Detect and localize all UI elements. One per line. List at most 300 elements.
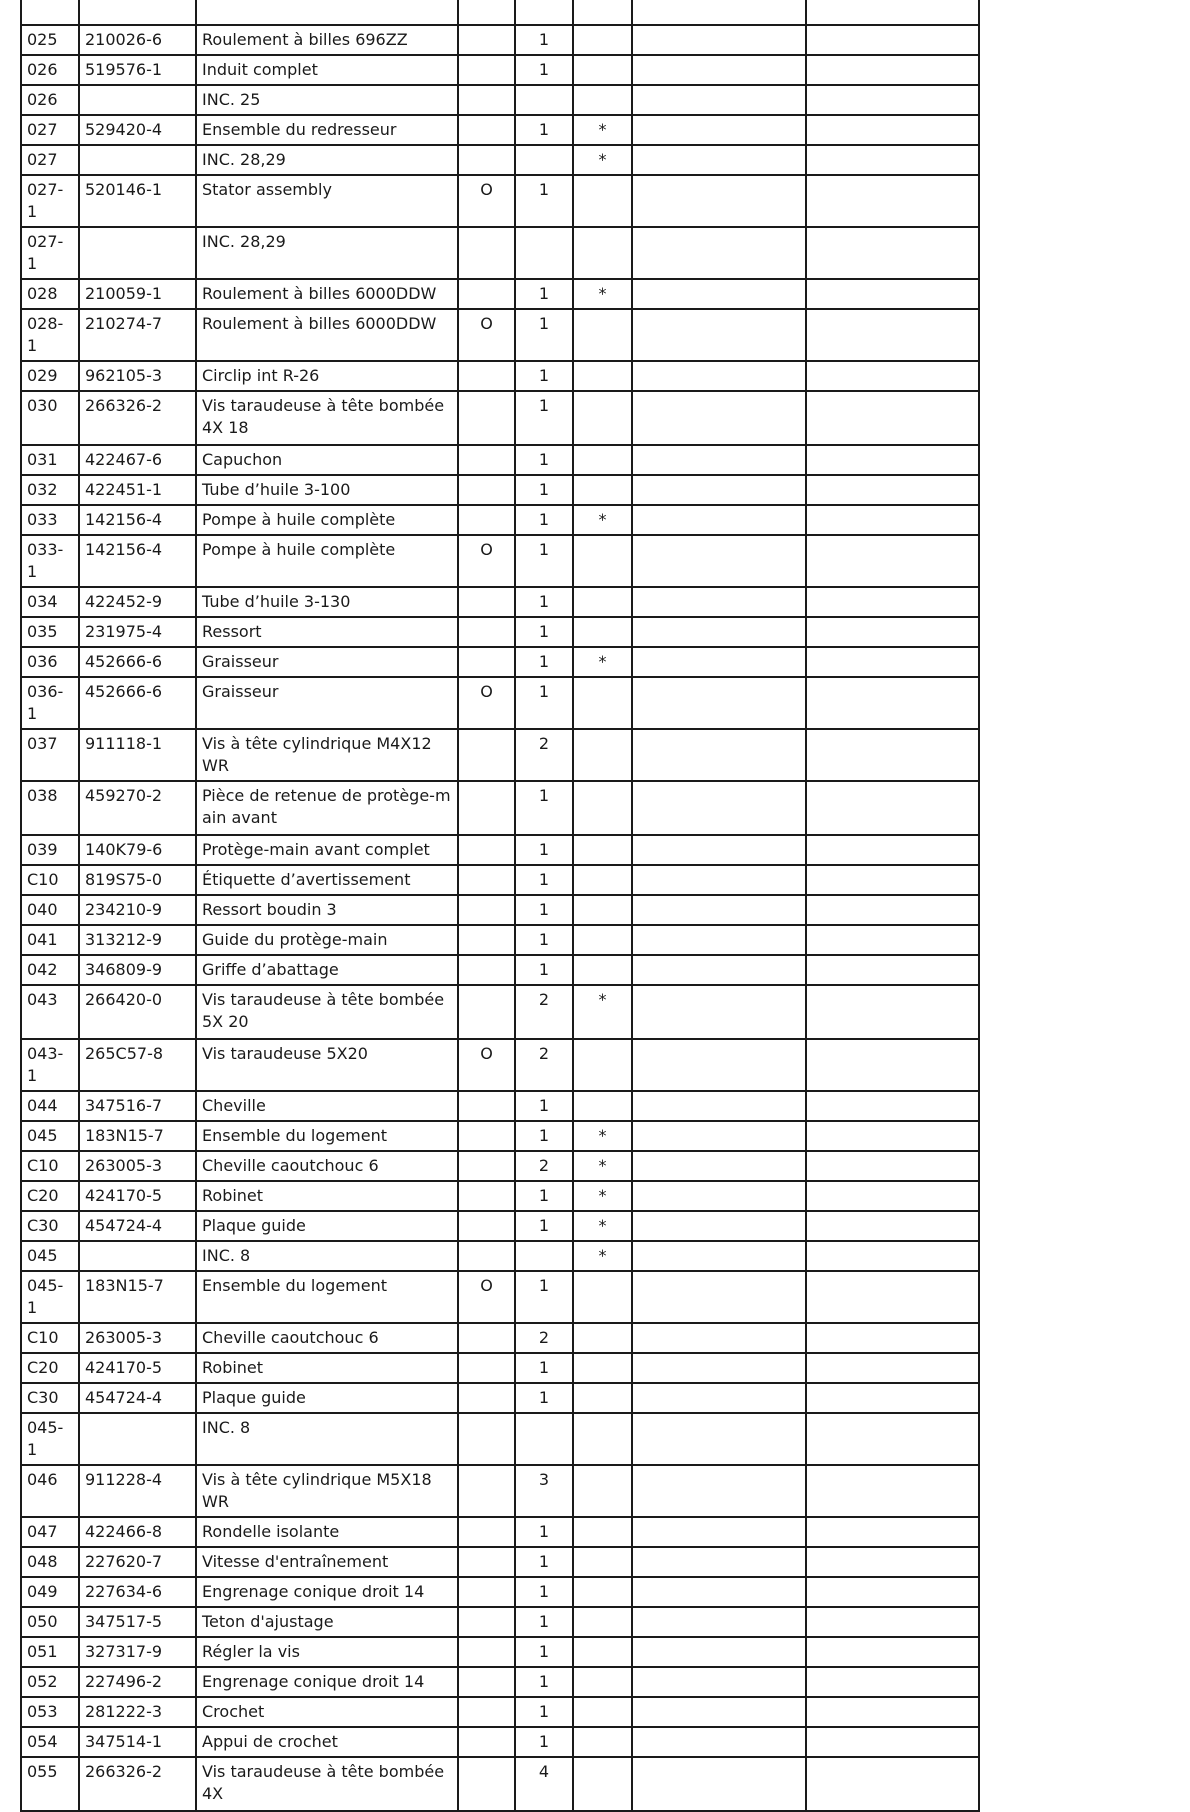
blank-cell: [806, 1383, 979, 1413]
option-cell: [458, 895, 515, 925]
description-cell: Pompe à huile complète: [196, 505, 458, 535]
part-no-cell: 281222-3: [79, 1697, 196, 1727]
description-cell: Teton d'ajustage: [196, 1607, 458, 1637]
blank-cell: [632, 1465, 806, 1517]
table-row: [21, 1039, 979, 1091]
note-cell: *: [573, 647, 632, 677]
blank-cell: [632, 1121, 806, 1151]
option-cell: [458, 1241, 515, 1271]
qty-cell: 2: [515, 1039, 573, 1091]
option-cell: O: [458, 175, 515, 227]
ref-no-cell: 047: [21, 1517, 79, 1547]
part-no-cell: 142156-4: [79, 535, 196, 587]
blank-cell: [632, 1323, 806, 1353]
option-cell: [458, 985, 515, 1039]
note-cell: [573, 1413, 632, 1465]
table-top-rule: [978, 0, 980, 24]
blank-cell: [806, 1517, 979, 1547]
option-cell: [458, 1383, 515, 1413]
blank-cell: [806, 361, 979, 391]
note-cell: [573, 1323, 632, 1353]
description-cell: Ensemble du logement: [196, 1271, 458, 1323]
description-cell: INC. 28,29: [196, 145, 458, 175]
note-cell: [573, 1547, 632, 1577]
note-cell: *: [573, 145, 632, 175]
note-cell: [573, 1039, 632, 1091]
note-cell: *: [573, 505, 632, 535]
ref-no-cell: 050: [21, 1607, 79, 1637]
blank-cell: [806, 535, 979, 587]
description-cell: Induit complet: [196, 55, 458, 85]
part-no-cell: 347516-7: [79, 1091, 196, 1121]
blank-cell: [806, 1637, 979, 1667]
ref-no-cell: 043-1: [21, 1039, 79, 1091]
blank-cell: [806, 1667, 979, 1697]
table-row: [21, 1413, 979, 1465]
blank-cell: [632, 55, 806, 85]
blank-cell: [806, 309, 979, 361]
description-cell: Graisseur: [196, 647, 458, 677]
part-no-cell: 313212-9: [79, 925, 196, 955]
qty-cell: 1: [515, 677, 573, 729]
blank-cell: [806, 1151, 979, 1181]
part-no-cell: 263005-3: [79, 1151, 196, 1181]
part-no-cell: 266326-2: [79, 1757, 196, 1811]
table-row: [21, 505, 979, 535]
table-top-rule: [78, 0, 80, 24]
note-cell: [573, 955, 632, 985]
option-cell: [458, 1465, 515, 1517]
option-cell: [458, 647, 515, 677]
blank-cell: [632, 145, 806, 175]
description-cell: Roulement à billes 6000DDW: [196, 309, 458, 361]
ref-no-cell: 033-1: [21, 535, 79, 587]
part-no-cell: 819S75-0: [79, 865, 196, 895]
table-row: [21, 587, 979, 617]
note-cell: [573, 391, 632, 445]
table-row: [21, 1121, 979, 1151]
option-cell: [458, 1517, 515, 1547]
qty-cell: 1: [515, 647, 573, 677]
ref-no-cell: 041: [21, 925, 79, 955]
option-cell: [458, 505, 515, 535]
table-row: [21, 1211, 979, 1241]
note-cell: [573, 587, 632, 617]
part-no-cell: 529420-4: [79, 115, 196, 145]
table-row: [21, 1547, 979, 1577]
note-cell: *: [573, 1211, 632, 1241]
table-row: [21, 445, 979, 475]
qty-cell: 1: [515, 361, 573, 391]
qty-cell: 1: [515, 781, 573, 835]
table-row: [21, 115, 979, 145]
note-cell: [573, 1383, 632, 1413]
part-no-cell: 454724-4: [79, 1211, 196, 1241]
qty-cell: 1: [515, 1353, 573, 1383]
table-row: [21, 1607, 979, 1637]
note-cell: *: [573, 1121, 632, 1151]
blank-cell: [632, 309, 806, 361]
note-cell: *: [573, 1181, 632, 1211]
table-row: [21, 1271, 979, 1323]
part-no-cell: 142156-4: [79, 505, 196, 535]
option-cell: [458, 25, 515, 55]
ref-no-cell: 049: [21, 1577, 79, 1607]
blank-cell: [632, 1547, 806, 1577]
ref-no-cell: 053: [21, 1697, 79, 1727]
qty-cell: 1: [515, 1607, 573, 1637]
ref-no-cell: 030: [21, 391, 79, 445]
qty-cell: 4: [515, 1757, 573, 1811]
qty-cell: 1: [515, 617, 573, 647]
option-cell: [458, 617, 515, 647]
description-cell: Guide du protège-main: [196, 925, 458, 955]
option-cell: [458, 475, 515, 505]
blank-cell: [632, 617, 806, 647]
blank-cell: [632, 835, 806, 865]
note-cell: *: [573, 985, 632, 1039]
table-row: [21, 55, 979, 85]
description-cell: Protège-main avant complet: [196, 835, 458, 865]
blank-cell: [632, 1667, 806, 1697]
blank-cell: [806, 729, 979, 781]
description-cell: Vis taraudeuse 5X20: [196, 1039, 458, 1091]
option-cell: [458, 115, 515, 145]
part-no-cell: 231975-4: [79, 617, 196, 647]
table-top-rule: [457, 0, 459, 24]
qty-cell: 2: [515, 729, 573, 781]
option-cell: [458, 729, 515, 781]
note-cell: [573, 309, 632, 361]
description-cell: Ressort boudin 3: [196, 895, 458, 925]
table-row: [21, 1465, 979, 1517]
option-cell: [458, 1121, 515, 1151]
ref-no-cell: 039: [21, 835, 79, 865]
part-no-cell: 234210-9: [79, 895, 196, 925]
option-cell: [458, 1607, 515, 1637]
ref-no-cell: 048: [21, 1547, 79, 1577]
description-cell: Griffe d’abattage: [196, 955, 458, 985]
option-cell: [458, 1413, 515, 1465]
description-cell: Étiquette d’avertissement: [196, 865, 458, 895]
qty-cell: 1: [515, 895, 573, 925]
qty-cell: [515, 1413, 573, 1465]
blank-cell: [806, 895, 979, 925]
option-cell: [458, 145, 515, 175]
part-no-cell: 263005-3: [79, 1323, 196, 1353]
table-row: [21, 1353, 979, 1383]
option-cell: [458, 391, 515, 445]
blank-cell: [806, 1757, 979, 1811]
table-row: [21, 1577, 979, 1607]
blank-cell: [632, 865, 806, 895]
note-cell: [573, 85, 632, 115]
description-cell: Cheville: [196, 1091, 458, 1121]
ref-no-cell: 032: [21, 475, 79, 505]
blank-cell: [632, 85, 806, 115]
blank-cell: [632, 1637, 806, 1667]
note-cell: [573, 1697, 632, 1727]
blank-cell: [632, 1727, 806, 1757]
description-cell: Vis taraudeuse à tête bombée 5X 20: [196, 985, 458, 1039]
ref-no-cell: 055: [21, 1757, 79, 1811]
table-row: [21, 25, 979, 55]
table-row: [21, 835, 979, 865]
parts-list-body: [21, 25, 979, 1811]
blank-cell: [806, 475, 979, 505]
blank-cell: [632, 175, 806, 227]
description-cell: INC. 28,29: [196, 227, 458, 279]
table-row: [21, 1637, 979, 1667]
part-no-cell: 454724-4: [79, 1383, 196, 1413]
description-cell: Vitesse d'entraînement: [196, 1547, 458, 1577]
description-cell: Ressort: [196, 617, 458, 647]
qty-cell: 1: [515, 1577, 573, 1607]
part-no-cell: [79, 85, 196, 115]
option-cell: [458, 55, 515, 85]
option-cell: [458, 1151, 515, 1181]
ref-no-cell: 027: [21, 115, 79, 145]
blank-cell: [806, 925, 979, 955]
note-cell: [573, 925, 632, 955]
option-cell: [458, 1727, 515, 1757]
description-cell: Engrenage conique droit 14: [196, 1577, 458, 1607]
part-no-cell: 911118-1: [79, 729, 196, 781]
table-row: [21, 677, 979, 729]
part-no-cell: 266326-2: [79, 391, 196, 445]
blank-cell: [632, 647, 806, 677]
option-cell: [458, 1547, 515, 1577]
blank-cell: [632, 361, 806, 391]
description-cell: Robinet: [196, 1181, 458, 1211]
blank-cell: [632, 475, 806, 505]
table-row: [21, 1151, 979, 1181]
ref-no-cell: 036: [21, 647, 79, 677]
blank-cell: [632, 1383, 806, 1413]
table-row: [21, 145, 979, 175]
blank-cell: [806, 85, 979, 115]
qty-cell: [515, 145, 573, 175]
option-cell: O: [458, 309, 515, 361]
description-cell: Pompe à huile complète: [196, 535, 458, 587]
qty-cell: 1: [515, 835, 573, 865]
blank-cell: [632, 1697, 806, 1727]
blank-cell: [806, 835, 979, 865]
description-cell: Roulement à billes 696ZZ: [196, 25, 458, 55]
qty-cell: 2: [515, 1323, 573, 1353]
ref-no-cell: C10: [21, 1151, 79, 1181]
note-cell: [573, 677, 632, 729]
part-no-cell: 452666-6: [79, 647, 196, 677]
qty-cell: 1: [515, 1697, 573, 1727]
note-cell: [573, 1727, 632, 1757]
blank-cell: [632, 1271, 806, 1323]
note-cell: [573, 535, 632, 587]
ref-no-cell: 045: [21, 1121, 79, 1151]
qty-cell: 1: [515, 865, 573, 895]
blank-cell: [806, 1121, 979, 1151]
part-no-cell: 422467-6: [79, 445, 196, 475]
option-cell: [458, 1697, 515, 1727]
option-cell: [458, 1091, 515, 1121]
table-row: [21, 865, 979, 895]
table-row: [21, 985, 979, 1039]
qty-cell: 1: [515, 25, 573, 55]
note-cell: [573, 175, 632, 227]
description-cell: Stator assembly: [196, 175, 458, 227]
blank-cell: [632, 505, 806, 535]
description-cell: INC. 25: [196, 85, 458, 115]
description-cell: Pièce de retenue de protège-main avant: [196, 781, 458, 835]
ref-no-cell: 045: [21, 1241, 79, 1271]
ref-no-cell: 026: [21, 85, 79, 115]
blank-cell: [806, 1091, 979, 1121]
qty-cell: 1: [515, 1727, 573, 1757]
table-row: [21, 1181, 979, 1211]
blank-cell: [632, 677, 806, 729]
part-no-cell: 227496-2: [79, 1667, 196, 1697]
note-cell: [573, 445, 632, 475]
note-cell: [573, 361, 632, 391]
qty-cell: 1: [515, 475, 573, 505]
part-no-cell: 422452-9: [79, 587, 196, 617]
blank-cell: [632, 1039, 806, 1091]
qty-cell: 1: [515, 587, 573, 617]
qty-cell: 1: [515, 1383, 573, 1413]
option-cell: [458, 1577, 515, 1607]
part-no-cell: 459270-2: [79, 781, 196, 835]
blank-cell: [806, 145, 979, 175]
description-cell: INC. 8: [196, 1413, 458, 1465]
blank-cell: [806, 1323, 979, 1353]
note-cell: [573, 617, 632, 647]
qty-cell: 1: [515, 1547, 573, 1577]
description-cell: Plaque guide: [196, 1383, 458, 1413]
table-top-rule: [805, 0, 807, 24]
option-cell: [458, 587, 515, 617]
option-cell: [458, 1637, 515, 1667]
ref-no-cell: 054: [21, 1727, 79, 1757]
part-no-cell: 266420-0: [79, 985, 196, 1039]
note-cell: [573, 227, 632, 279]
qty-cell: 1: [515, 279, 573, 309]
ref-no-cell: C10: [21, 865, 79, 895]
table-row: [21, 391, 979, 445]
ref-no-cell: 028-1: [21, 309, 79, 361]
blank-cell: [806, 647, 979, 677]
option-cell: [458, 1211, 515, 1241]
part-no-cell: 227620-7: [79, 1547, 196, 1577]
blank-cell: [632, 1241, 806, 1271]
ref-no-cell: 027-1: [21, 227, 79, 279]
part-no-cell: [79, 227, 196, 279]
blank-cell: [632, 115, 806, 145]
part-no-cell: 327317-9: [79, 1637, 196, 1667]
table-top-rule: [514, 0, 516, 24]
note-cell: [573, 781, 632, 835]
option-cell: [458, 955, 515, 985]
option-cell: [458, 781, 515, 835]
option-cell: [458, 227, 515, 279]
ref-no-cell: C20: [21, 1353, 79, 1383]
blank-cell: [632, 1413, 806, 1465]
ref-no-cell: 029: [21, 361, 79, 391]
part-no-cell: [79, 1241, 196, 1271]
blank-cell: [806, 175, 979, 227]
note-cell: [573, 55, 632, 85]
ref-no-cell: C30: [21, 1211, 79, 1241]
blank-cell: [632, 1577, 806, 1607]
blank-cell: [806, 1727, 979, 1757]
note-cell: [573, 1607, 632, 1637]
description-cell: Ensemble du redresseur: [196, 115, 458, 145]
blank-cell: [806, 1039, 979, 1091]
qty-cell: [515, 1241, 573, 1271]
ref-no-cell: 037: [21, 729, 79, 781]
option-cell: [458, 1181, 515, 1211]
ref-no-cell: 034: [21, 587, 79, 617]
description-cell: Vis taraudeuse à tête bombée 4X 18: [196, 391, 458, 445]
table-top-rule: [20, 0, 22, 24]
description-cell: Appui de crochet: [196, 1727, 458, 1757]
part-no-cell: 183N15-7: [79, 1271, 196, 1323]
qty-cell: 1: [515, 925, 573, 955]
part-no-cell: 519576-1: [79, 55, 196, 85]
description-cell: Rondelle isolante: [196, 1517, 458, 1547]
description-cell: Vis à tête cylindrique M4X12 WR: [196, 729, 458, 781]
description-cell: Plaque guide: [196, 1211, 458, 1241]
table-row: [21, 781, 979, 835]
blank-cell: [632, 391, 806, 445]
ref-no-cell: C30: [21, 1383, 79, 1413]
option-cell: [458, 361, 515, 391]
part-no-cell: 210274-7: [79, 309, 196, 361]
description-cell: Roulement à billes 6000DDW: [196, 279, 458, 309]
part-no-cell: [79, 1413, 196, 1465]
note-cell: [573, 25, 632, 55]
table-row: [21, 955, 979, 985]
qty-cell: 2: [515, 1151, 573, 1181]
note-cell: [573, 1465, 632, 1517]
ref-no-cell: 038: [21, 781, 79, 835]
blank-cell: [806, 1211, 979, 1241]
note-cell: [573, 1577, 632, 1607]
blank-cell: [806, 1577, 979, 1607]
blank-cell: [806, 55, 979, 85]
table-row: [21, 227, 979, 279]
option-cell: [458, 835, 515, 865]
note-cell: [573, 1517, 632, 1547]
description-cell: Tube d’huile 3-100: [196, 475, 458, 505]
description-cell: Circlip int R-26: [196, 361, 458, 391]
table-row: [21, 895, 979, 925]
part-no-cell: 227634-6: [79, 1577, 196, 1607]
blank-cell: [632, 25, 806, 55]
part-no-cell: 210059-1: [79, 279, 196, 309]
note-cell: [573, 1757, 632, 1811]
ref-no-cell: 051: [21, 1637, 79, 1667]
blank-cell: [806, 1181, 979, 1211]
blank-cell: [806, 445, 979, 475]
blank-cell: [806, 25, 979, 55]
part-no-cell: 424170-5: [79, 1353, 196, 1383]
table-row: [21, 617, 979, 647]
blank-cell: [806, 115, 979, 145]
part-no-cell: 346809-9: [79, 955, 196, 985]
blank-cell: [632, 781, 806, 835]
blank-cell: [632, 729, 806, 781]
description-cell: Robinet: [196, 1353, 458, 1383]
